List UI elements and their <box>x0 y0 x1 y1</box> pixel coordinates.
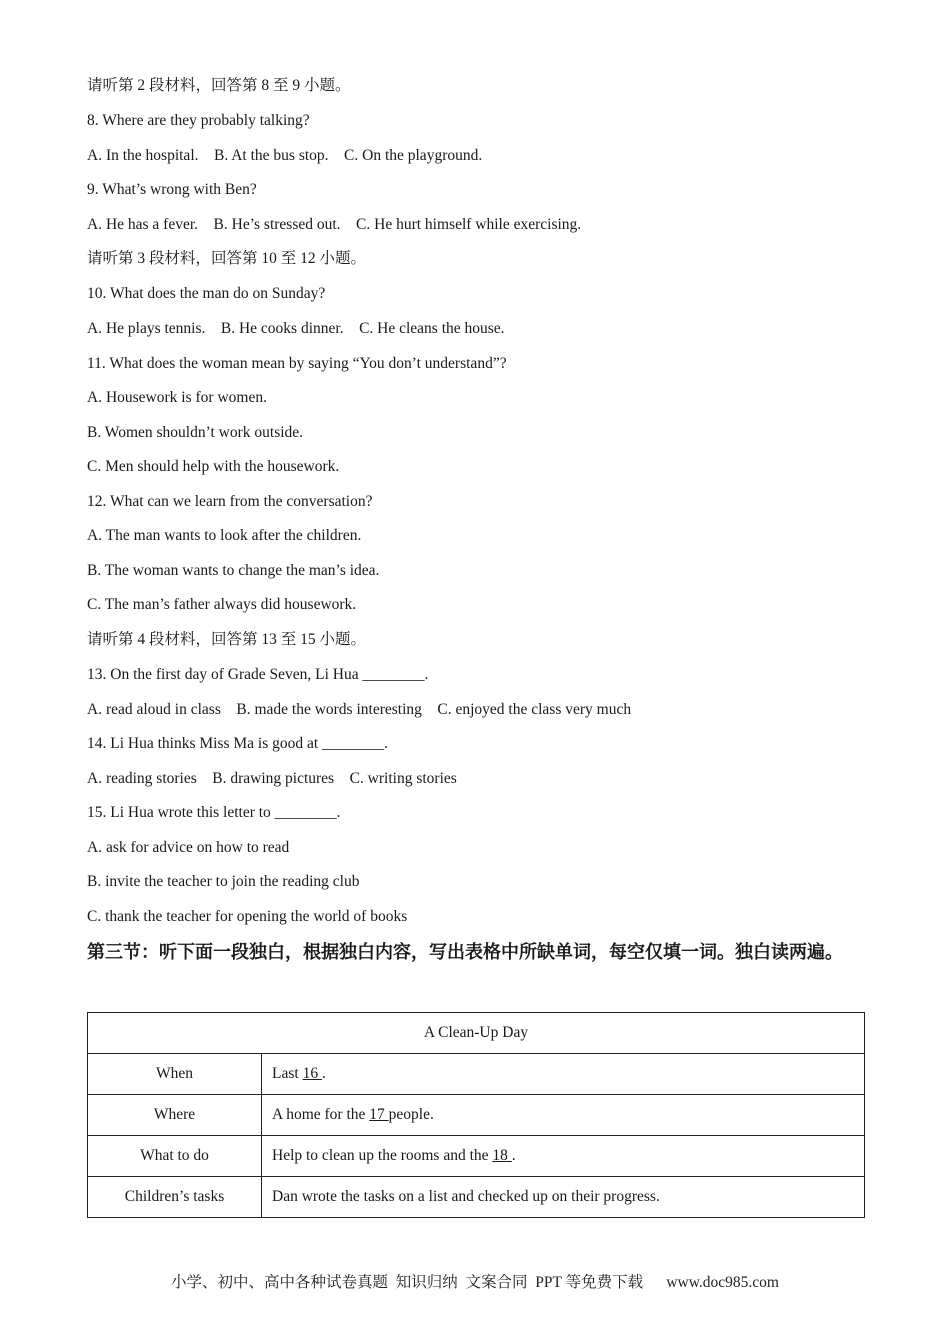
question-10: 10. What does the man do on Sunday? <box>87 285 326 302</box>
question-9-options: A. He has a fever. B. He’s stressed out. C. He hurt himself while exercising. <box>87 216 582 233</box>
table-row <box>88 1136 865 1177</box>
question-14-options: A. reading stories B. drawing pictures C. writing stories <box>87 770 457 787</box>
row-content: A home for the 17 people. <box>262 1095 865 1136</box>
question-13-options: A. read aloud in class B. made the words interesting C. enjoyed the class very much <box>87 701 632 718</box>
section-instruction: 请听第 3 段材料，回答第 10 至 12 小题。 <box>87 250 367 267</box>
question-11-option-a: A. Housework is for women. <box>87 389 267 406</box>
question-12-option-a: A. The man wants to look after the children. <box>87 527 362 544</box>
question-10-options: A. He plays tennis. B. He cooks dinner. C. He cleans the house. <box>87 320 505 337</box>
question-9: 9. What’s wrong with Ben? <box>87 181 257 198</box>
blank-17: 17 <box>369 1106 389 1123</box>
question-8: 8. Where are they probably talking? <box>87 112 310 129</box>
question-11: 11. What does the woman mean by saying “You don’t understand”? <box>87 355 507 372</box>
table-title: A Clean-Up Day <box>88 1013 865 1054</box>
row-label: Where <box>88 1095 262 1136</box>
question-8-options: A. In the hospital. B. At the bus stop. C. On the playground. <box>87 147 483 164</box>
row-content: Last 16 . <box>262 1054 865 1095</box>
section-instruction: 请听第 4 段材料，回答第 13 至 15 小题。 <box>87 631 367 648</box>
question-15-option-a: A. ask for advice on how to read <box>87 839 290 856</box>
question-11-option-c: C. Men should help with the housework. <box>87 458 340 475</box>
table-title-row <box>88 1013 865 1054</box>
row-label: What to do <box>88 1136 262 1177</box>
question-15: 15. Li Hua wrote this letter to ________. <box>87 804 341 821</box>
row-content: Help to clean up the rooms and the 18 . <box>262 1136 865 1177</box>
page-footer: 小学、初中、高中各种试卷真题 知识归纳 文案合同 PPT 等免费下载 www.doc985.com <box>171 1274 779 1291</box>
section-heading: 第三节：听下面一段独白，根据独白内容，写出表格中所缺单词，每空仅填一词。独白读两遍。 <box>87 942 843 963</box>
table-row <box>88 1054 865 1095</box>
question-15-option-c: C. thank the teacher for opening the world of books <box>87 908 408 925</box>
row-label: Children’s tasks <box>88 1177 262 1218</box>
question-13: 13. On the first day of Grade Seven, Li Hua ________. <box>87 666 429 683</box>
row-content: Dan wrote the tasks on a list and checked up on their progress. <box>262 1177 865 1218</box>
blank-18: 18 <box>492 1147 512 1164</box>
table-row <box>88 1095 865 1136</box>
blank-16: 16 <box>302 1065 322 1082</box>
table-row <box>88 1177 865 1218</box>
question-11-option-b: B. Women shouldn’t work outside. <box>87 424 304 441</box>
question-14: 14. Li Hua thinks Miss Ma is good at ________. <box>87 735 388 752</box>
clean-up-day-table <box>87 1012 865 1218</box>
question-12: 12. What can we learn from the conversation? <box>87 493 373 510</box>
row-label: When <box>88 1054 262 1095</box>
question-12-option-c: C. The man’s father always did housework. <box>87 596 357 613</box>
section-instruction: 请听第 2 段材料，回答第 8 至 9 小题。 <box>87 77 351 94</box>
question-15-option-b: B. invite the teacher to join the reading club <box>87 873 360 890</box>
question-12-option-b: B. The woman wants to change the man’s idea. <box>87 562 380 579</box>
